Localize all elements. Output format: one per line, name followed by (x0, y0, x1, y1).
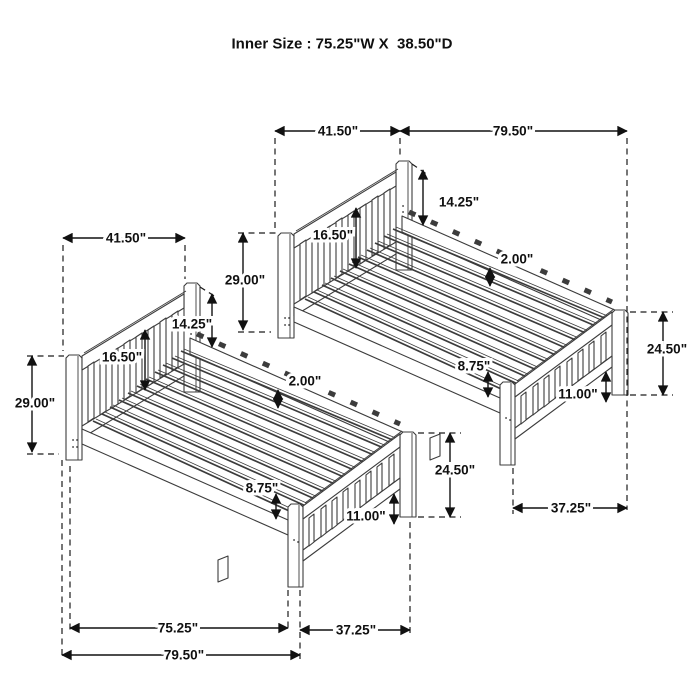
overall-dimensions (62, 621, 410, 663)
dim-label-headboard-width-bottom: 41.50" (105, 230, 147, 246)
diagram-title: Inner Size : 75.25"W X 38.50"D (231, 35, 453, 53)
dim-label-total-length-top: 79.50" (492, 123, 534, 139)
dim-label-post-above-deck-top: 14.25" (438, 194, 480, 210)
dim-label-post-above-deck-bottom: 14.25" (171, 316, 213, 332)
dim-label-footboard-width-bottom: 37.25" (335, 622, 377, 638)
dim-label-headboard-height-top: 29.00" (224, 272, 266, 288)
dim-label-headboard-height-bottom: 29.00" (14, 395, 56, 411)
dim-label-total-length-bottom: 79.50" (163, 647, 205, 663)
dim-label-footboard-height-bottom: 24.50" (434, 462, 476, 478)
dim-label-headboard-slats-bottom: 16.50" (101, 349, 143, 365)
dim-label-side-rail-top: 8.75" (457, 358, 491, 374)
dim-label-headboard-slats-top: 16.50" (312, 227, 354, 243)
dim-label-slat-thickness-top: 2.00" (500, 251, 534, 267)
dim-label-inner-length: 75.25" (157, 620, 199, 636)
dim-label-footboard-height-top: 24.50" (646, 341, 688, 357)
dim-label-headboard-width-top: 41.50" (317, 123, 359, 139)
dim-label-side-rail-bottom: 8.75" (245, 480, 279, 496)
dim-label-leg-height-top: 11.00" (558, 386, 598, 402)
dim-label-footboard-width-top: 37.25" (550, 500, 592, 516)
dim-label-slat-thickness-bottom: 2.00" (288, 373, 322, 389)
bottom-bed-drawing (66, 283, 416, 587)
dim-label-leg-height-bottom: 11.00" (346, 508, 386, 524)
